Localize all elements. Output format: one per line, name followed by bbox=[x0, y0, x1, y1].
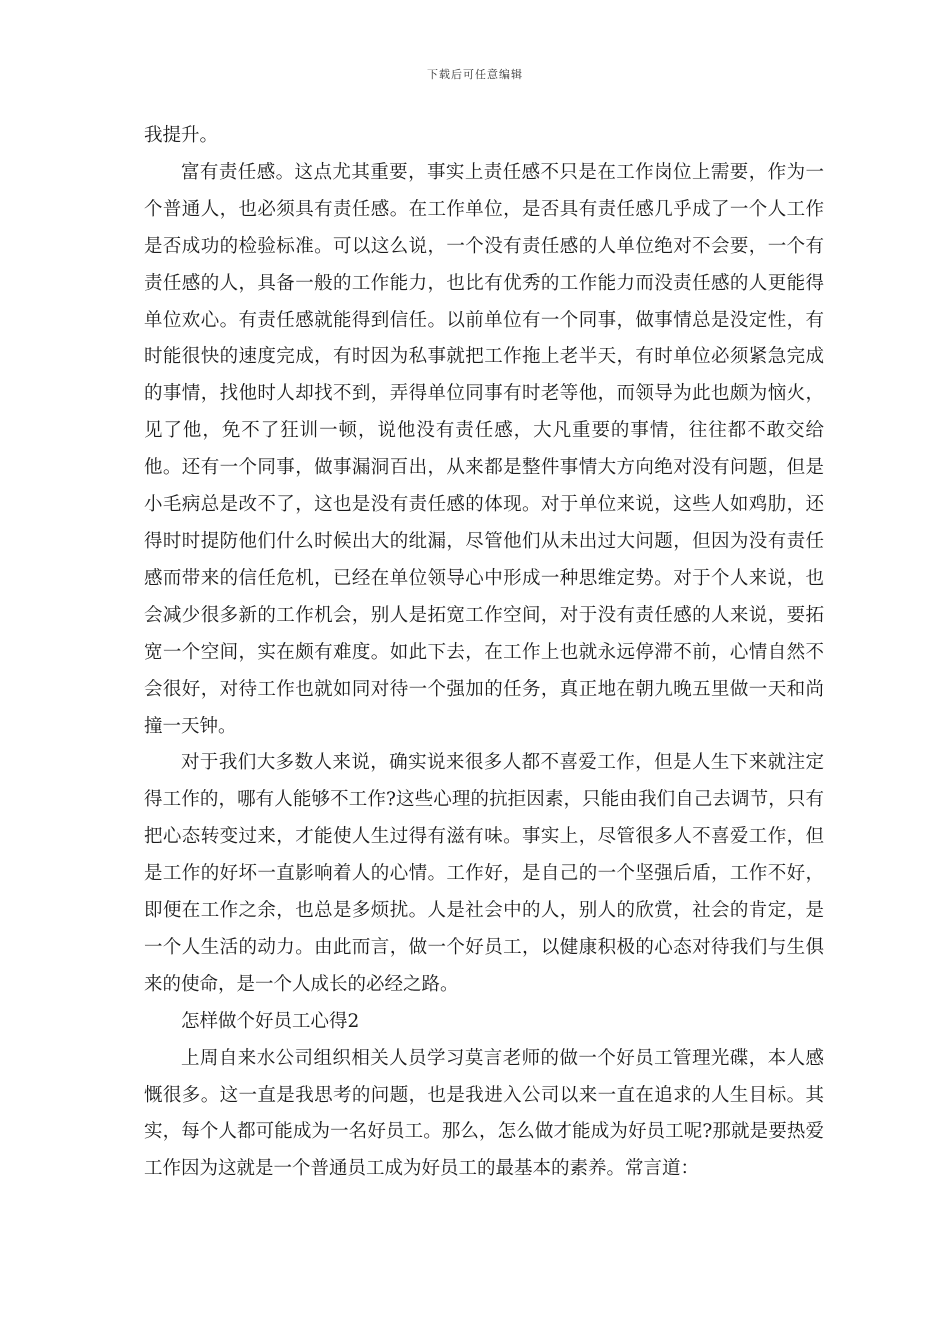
paragraph-attitude: 对于我们大多数人来说，确实说来很多人都不喜爱工作，但是人生下来就注定得工作的，哪有人能够不工作?这些心理的抗拒因素，只能由我们自己去调节，只有把心态转变过来，才能使人生过得有滋有味。事实上，尽管很多人不喜爱工作，但是工作的好坏一直影响着人的心情。工作好，是自己的一个坚强后盾，工作不好，即便在工作之余，也总是多烦扰。人是社会中的人，别人的欣赏，社会的肯定，是一个人生活的动力。由此而言，做一个好员工，以健康积极的心态对待我们与生俱来的使命，是一个人成长的必经之路。 bbox=[144, 752, 824, 995]
document-body bbox=[144, 118, 824, 1188]
paragraph-responsibility: 富有责任感。这点尤其重要，事实上责任感不只是在工作岗位上需要，作为一个普通人，也必须具有责任感。在工作单位，是否具有责任感几乎成了一个人工作是否成功的检验标准。可以这么说，一个没有责任感的人单位绝对不会要，一个有责任感的人，具备一般的工作能力，也比有优秀的工作能力而没责任感的人更能得单位欢心。有责任感就能得到信任。以前单位有一个同事，做事情总是没定性，有时能很快的速度完成，有时因为私事就把工作拖上老半天，有时单位必须紧急完成的事情，找他时人却找不到，弄得单位同事有时老等他，而领导为此也颇为恼火，见了他，免不了狂训一顿，说他没有责任感，大凡重要的事情，往往都不敢交给他。还有一个同事，做事漏洞百出，从来都是整件事情大方向绝对没有问题，但是小毛病总是改不了，这也是没有责任感的体现。对于单位来说，这些人如鸡肋，还得时时提防他们什么时候出大的纰漏，尽管他们从未出过大问题，但因为没有责任感而带来的信任危机，已经在单位领导心中形成一种思维定势。对于个人来说，也会减少很多新的工作机会，别人是拓宽工作空间，对于没有责任感的人来说，要拓宽一个空间，实在颇有难度。如此下去，在工作上也就永远停滞不前，心情自然不会很好，对待工作也就如同对待一个强加的任务，真正地在朝九晚五里做一天和尚撞一天钟。 bbox=[144, 161, 824, 737]
paragraph-section-2: 上周自来水公司组织相关人员学习莫言老师的做一个好员工管理光碟，本人感慨很多。这一直是我思考的问题，也是我进入公司以来一直在追求的人生目标。其实，每个人都可能成为一名好员工。那么，怎么做才能成为好员工呢?那就是要热爱工作因为这就是一个普通员工成为好员工的最基本的素养。常言道： bbox=[144, 1047, 824, 1180]
paragraph-continuation: 我提升。 bbox=[144, 125, 219, 146]
page-header: 下载后可任意编辑 bbox=[427, 68, 523, 81]
section-title: 怎样做个好员工心得2 bbox=[181, 1010, 360, 1032]
